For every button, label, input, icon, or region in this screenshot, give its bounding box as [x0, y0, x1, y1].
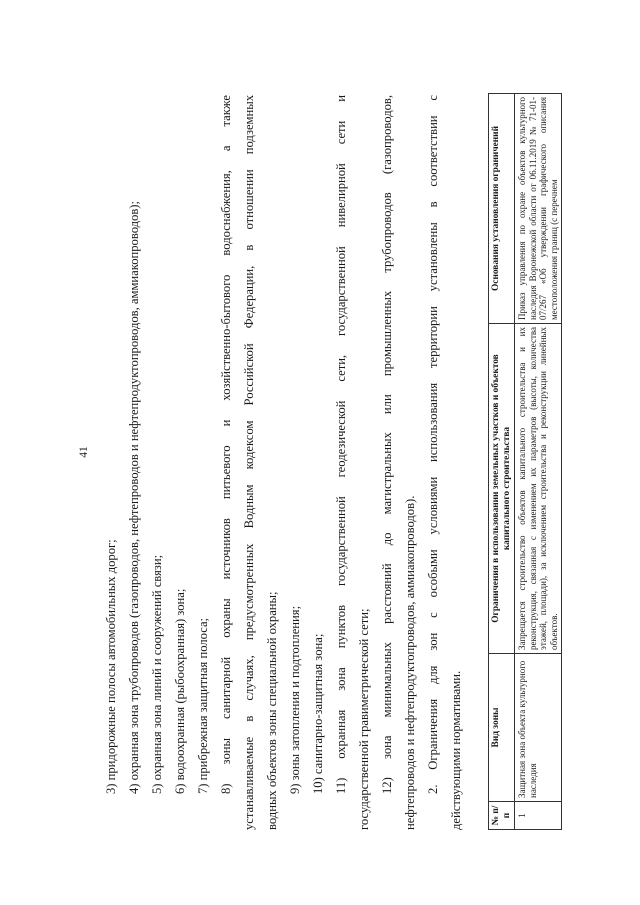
- table-row: [515, 94, 562, 830]
- table-cell: Защитная зона объекта культурного наследия: [515, 654, 562, 802]
- list-item: 5) охранная зона линий и сооружений связи;: [150, 554, 164, 794]
- table-cell: 1: [515, 802, 562, 830]
- list-item: 3) придорожные полосы автомобильных дорог;: [104, 539, 118, 794]
- table-cell: Приказ управления по охране объектов культурного наследия Воронежской области от 06.11.2019 № 71-01-07/267 «Об утверждении графического описания местоположения границ (с перечнем: [515, 94, 562, 324]
- column-header: № п/п: [489, 802, 515, 830]
- list-item: 12) зона минимальных расстояний до магистральных или промышленных трубопроводов (газопроводов,: [380, 95, 394, 794]
- column-header: Вид зоны: [489, 654, 515, 802]
- list-item: 7) прибрежная защитная полоса;: [196, 617, 210, 794]
- list-item-continuation: нефтепроводов и нефтепродуктопроводов, аммиакопроводов).: [403, 495, 417, 830]
- list-item-continuation: водных объектов зоны специальной охраны;: [265, 591, 279, 830]
- list-item: 11) охранная зона пунктов государственной геодезической сети, государственной нивелирной сети и: [334, 95, 348, 794]
- list-item: 9) зоны затопления и подтопления;: [288, 605, 302, 794]
- rotated-sheet: [64, 52, 609, 852]
- list-item-continuation: государственной гравиметрической сети;: [357, 608, 371, 830]
- column-header: Ограничения в использовании земельных участков и объектов капитального строительства: [489, 324, 515, 654]
- paragraph: 2. Ограничения для зон с особыми условиями использования территории установлены в соответствии с: [426, 95, 440, 794]
- paragraph-continuation: действующими нормативами.: [449, 670, 463, 830]
- list-item: 8) зоны санитарной охраны источников питьевого и хозяйственно-бытового водоснабжения, а также: [219, 95, 233, 794]
- column-header: Основания установления ограничений: [489, 94, 515, 324]
- restrictions-table: [488, 93, 562, 830]
- list-item: 10) санитарно-защитная зона;: [311, 633, 325, 794]
- table-header-row: [489, 94, 515, 830]
- list-item: 4) охранная зона трубопроводов (газопроводов, нефтепроводов и нефтепродуктопроводов, аммиакопроводов);: [127, 201, 141, 794]
- list-item: 6) водоохранная (рыбоохранная) зона;: [173, 588, 187, 794]
- list-item-continuation: устанавливаемые в случаях, предусмотренных Водным кодексом Российской Федерации, в отношении подземных: [242, 95, 256, 830]
- table-cell: Запрещается строительство объектов капитального строительства и их реконструкция, связанная с изменением их параметров (высоты, количества этажей, площади), за исключением строительства и реконструкции линейных объектов.: [515, 324, 562, 654]
- page-number: 41: [78, 446, 90, 458]
